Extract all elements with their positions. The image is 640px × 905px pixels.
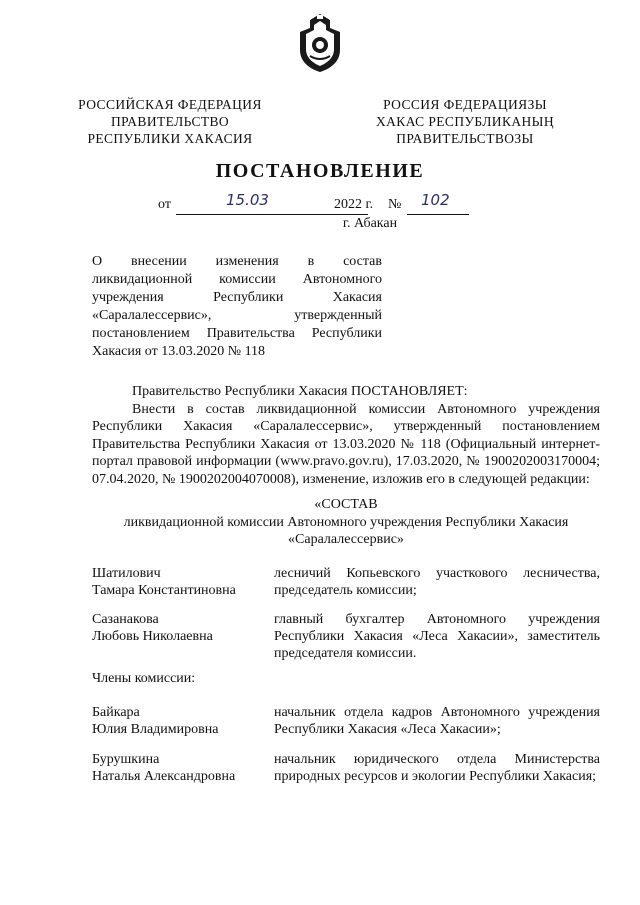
deputy-role: главный бухгалтер Автономного учреждения Республики Хакасия «Леса Хакасии», заместитель председателя комиссии. (274, 612, 600, 661)
header-left-line: ПРАВИТЕЛЬСТВО (110, 114, 230, 129)
coat-of-arms-emblem (296, 12, 344, 74)
given-names: Юлия Владимировна (92, 722, 219, 737)
handwritten-number: 102 (421, 191, 450, 209)
given-names: Тамара Константиновна (92, 583, 236, 598)
composition-title-line: ликвидационной комиссии Автономного учреждения Республики Хакасия (123, 514, 569, 530)
deputy-name (92, 611, 262, 645)
members-label: Члены комиссии: (92, 671, 196, 686)
header-left-line: РЕСПУБЛИКИ ХАКАСИЯ (87, 131, 253, 146)
composition-title-line: «Саралалессервис» (288, 532, 404, 547)
surname: Бурушкина (92, 752, 160, 767)
surname: Шатилович (92, 566, 161, 581)
header-right-line: ПРАВИТЕЛЬСТВОЗЫ (396, 131, 534, 146)
subject-block: О внесении изменения в состав ликвидационной комиссии Автономного учреждения Республики Хакасия «Саралалессервис», утвержденный постановлением Правительства Республики Хакасия от 13.03.2020 № 118 (92, 254, 382, 359)
given-names: Наталья Александровна (92, 769, 236, 784)
city: г. Абакан (342, 216, 398, 231)
header-right (355, 96, 575, 147)
resolution-intro: Правительство Республики Хакасия ПОСТАНОВЛЯЕТ: (132, 384, 468, 399)
document-title: ПОСТАНОВЛЕНИЕ (215, 160, 425, 182)
handwritten-date: 15.03 (226, 191, 269, 209)
body-text (92, 383, 600, 488)
header-right-line: ХАКАС РЕСПУБЛИКАНЫҢ (376, 114, 554, 129)
number-sign: № (388, 197, 402, 212)
surname: Байкара (92, 705, 140, 720)
chair-role: лесничий Копьевского участкового лесничества, председатель комиссии; (274, 566, 600, 598)
composition-title (92, 496, 600, 549)
composition-title-line: «СОСТАВ (314, 497, 378, 512)
member-name (92, 751, 262, 785)
date-prefix: от (158, 197, 171, 212)
header-left-line: РОССИЙСКАЯ ФЕДЕРАЦИЯ (78, 97, 262, 112)
member-role: начальник юридического отдела Министерства природных ресурсов и экологии Республики Хакасия; (274, 752, 600, 784)
member-role: начальник отдела кадров Автономного учреждения Республики Хакасия «Леса Хакасии»; (274, 705, 600, 737)
header-right-line: РОССИЯ ФЕДЕРАЦИЯЗЫ (383, 97, 547, 112)
given-names: Любовь Николаевна (92, 629, 213, 644)
number-field (407, 191, 469, 215)
surname: Сазанакова (92, 612, 159, 627)
chair-name (92, 565, 262, 599)
date-year: 2022 г. (334, 197, 374, 212)
header-left (70, 96, 270, 147)
resolution-paragraph: Внести в состав ликвидационной комиссии Автономного учреждения Республики Хакасия «Саралалессервис», утвержденный постановлением Правительства Республики Хакасия от 13.03.2020 № 118 (Официальный интернет-портал правовой информации (www.pravo.gov.ru), 17.03.2020, № 1900202003170004; 07.04.2020, № 1900202004070008), изменение, изложив его в следующей редакции: (92, 401, 600, 487)
member-name (92, 704, 262, 738)
